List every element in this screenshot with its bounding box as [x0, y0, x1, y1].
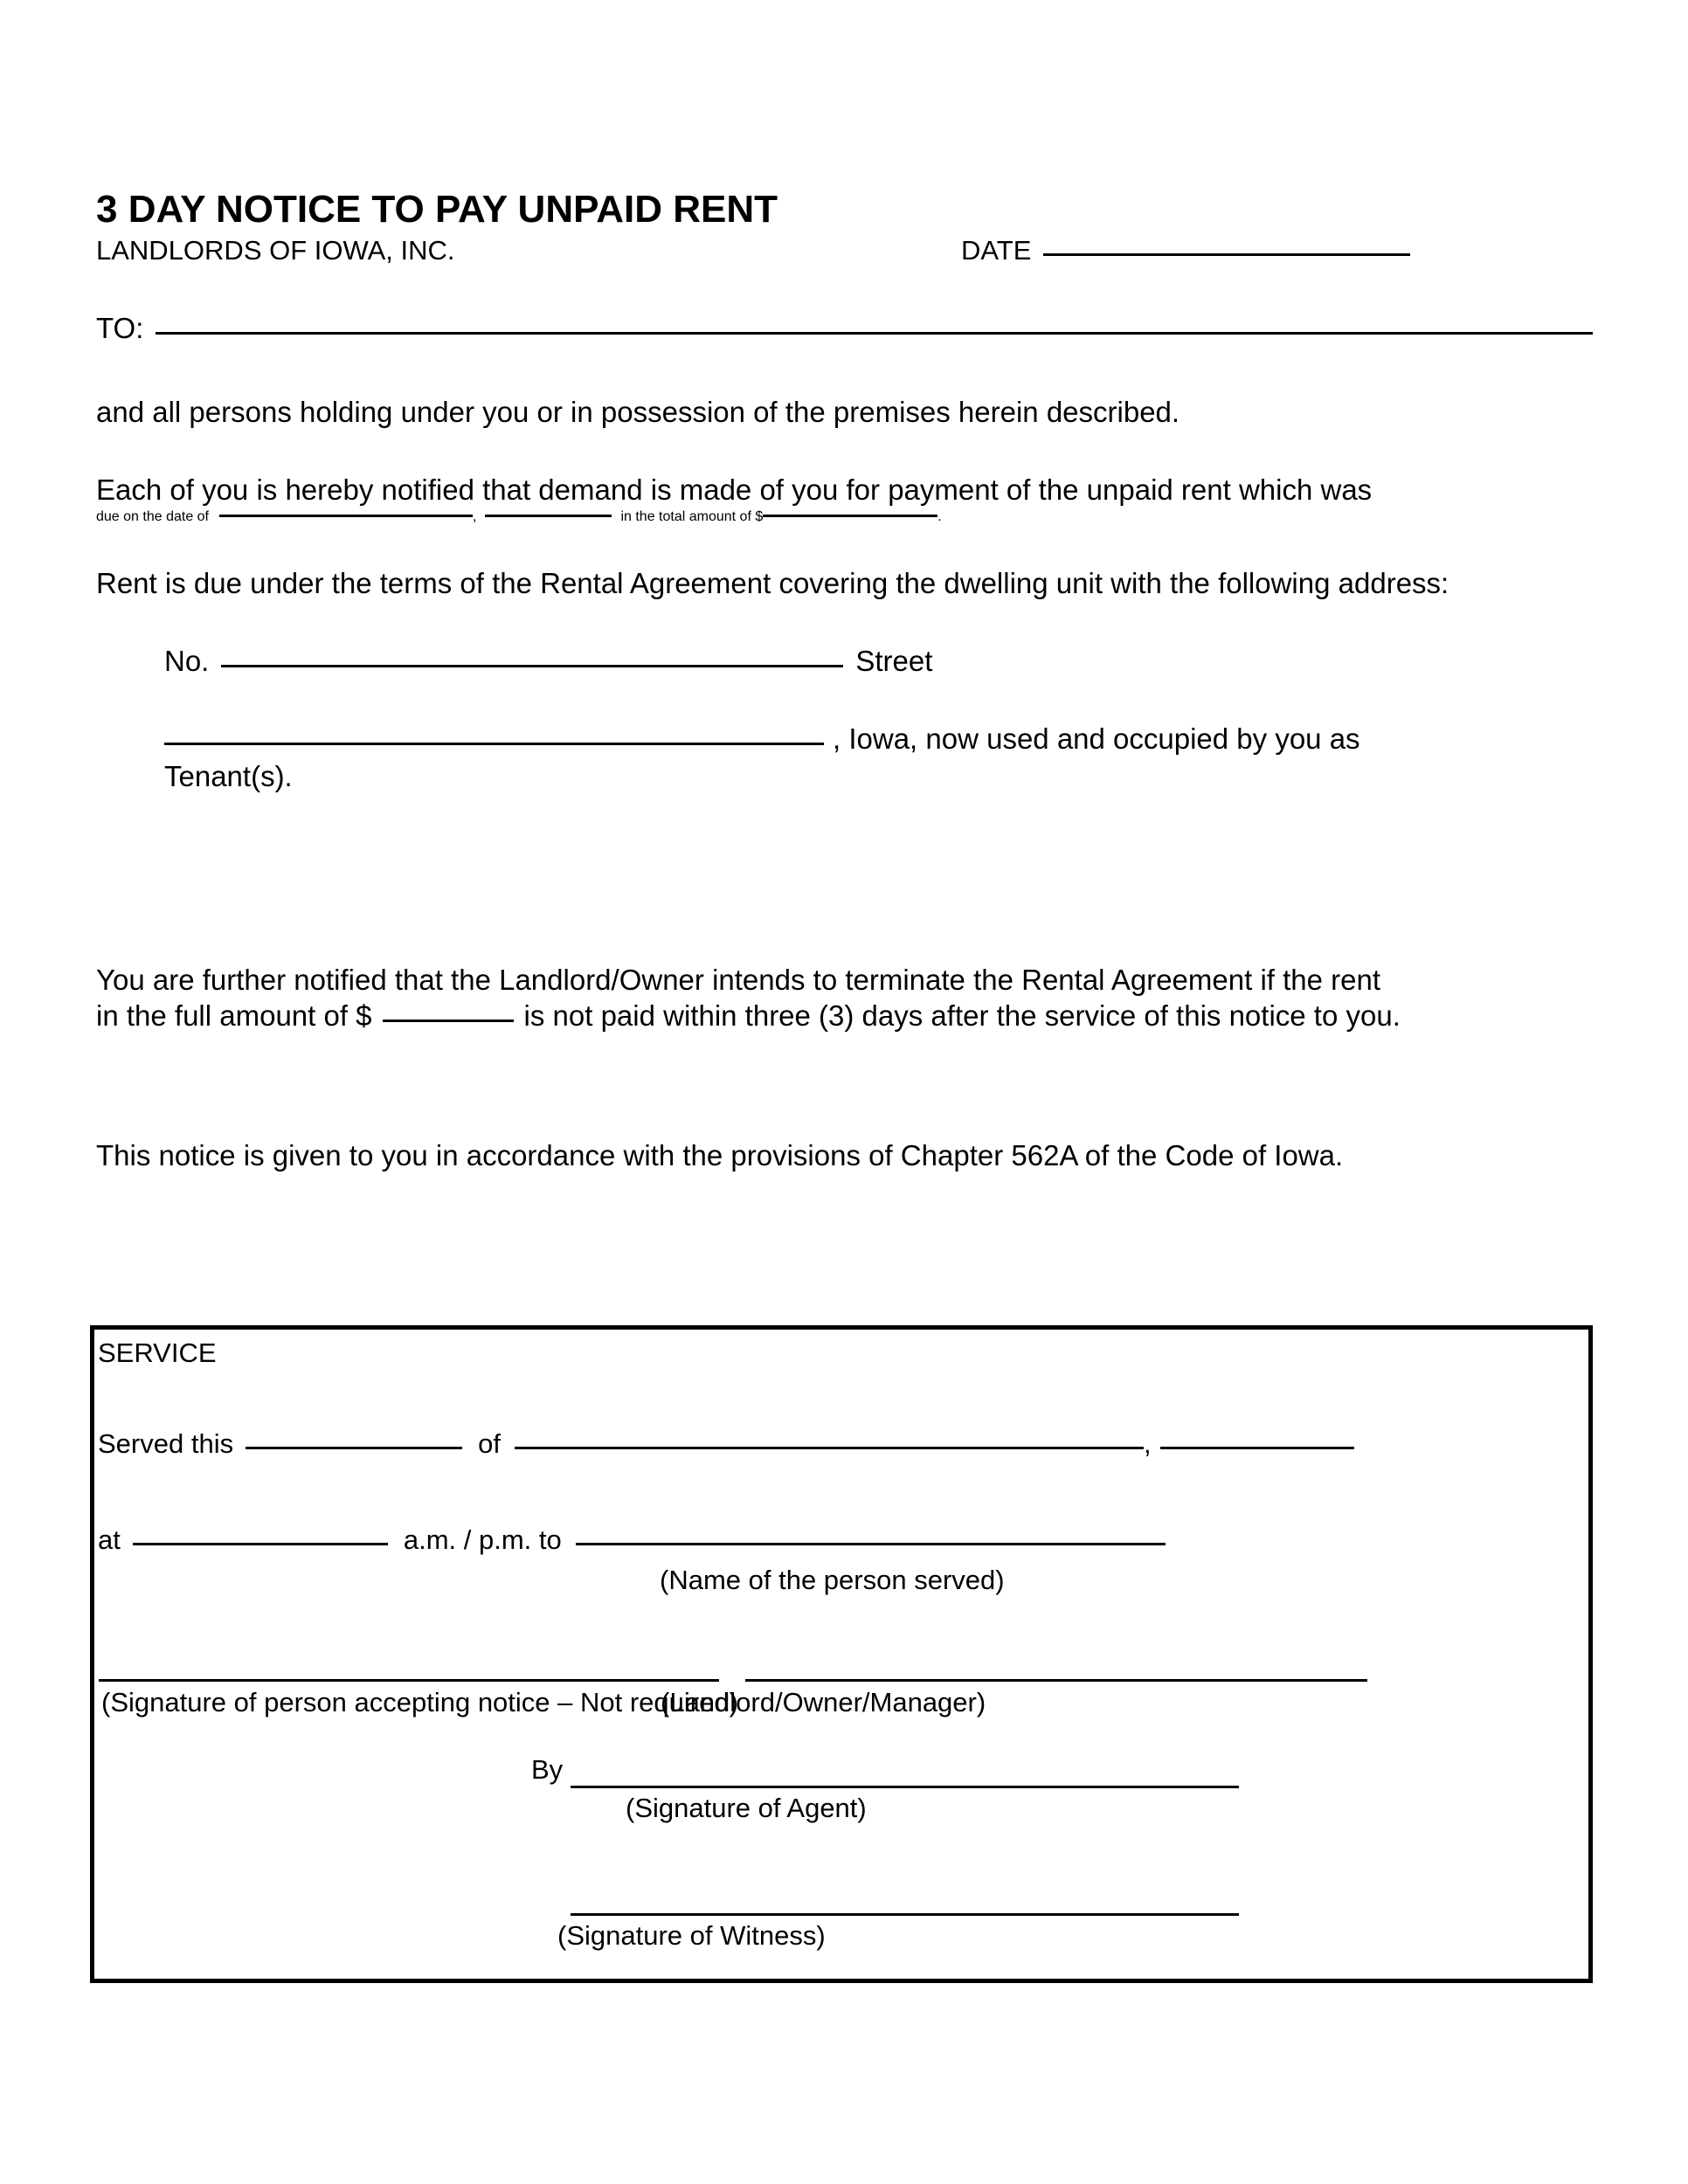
address-no-field[interactable] [221, 665, 843, 667]
spacer [96, 1033, 1593, 1137]
address-block [164, 643, 1593, 796]
served-year-field[interactable] [1160, 1447, 1354, 1449]
by-label: By [531, 1754, 564, 1785]
served-person-field[interactable] [576, 1543, 1166, 1545]
at-label: at [98, 1524, 121, 1555]
caption-name-of-person-served: (Name of the person served) [660, 1565, 1005, 1595]
spacer [96, 432, 1593, 472]
holding-under-text: and all persons holding under you or in possession of the premises herein described. [96, 396, 1180, 429]
demand-due-prefix: due on the date of [96, 509, 209, 525]
of-label: of [478, 1428, 501, 1459]
address-street-label: Street [855, 645, 933, 678]
address-no-label: No. [164, 645, 210, 678]
spacer [96, 796, 1593, 962]
served-month-field[interactable] [515, 1447, 1144, 1449]
service-title: SERVICE [98, 1337, 217, 1368]
address-state-tail: , Iowa, now used and occupied by you as [833, 722, 1360, 756]
demand-line-1: Each of you is hereby notified that demand is made of you for payment of the unpaid rent which was [96, 473, 1373, 507]
date-field[interactable] [1043, 253, 1410, 256]
spacer [164, 681, 1593, 721]
address-city-row [164, 721, 1593, 758]
terminate-prefix: in the full amount of $ [96, 999, 372, 1032]
demand-date-field[interactable] [219, 515, 473, 517]
page-title: 3 DAY NOTICE TO PAY UNPAID RENT [96, 188, 778, 231]
signature-agent-field[interactable] [571, 1786, 1239, 1788]
tenant-label: Tenant(s). [164, 759, 293, 792]
served-this-label: Served this [98, 1428, 234, 1459]
served-this-row [98, 1427, 1354, 1462]
document-body [96, 188, 1593, 1175]
served-day-field[interactable] [246, 1447, 462, 1449]
demand-year-field[interactable] [485, 515, 612, 517]
organization-name: LANDLORDS OF IOWA, INC. [96, 235, 455, 266]
caption-signature-agent: (Signature of Agent) [626, 1793, 867, 1823]
caption-landlord-owner-manager: (Landlord/Owner/Manager) [661, 1687, 986, 1717]
spacer [96, 345, 1593, 394]
demand-period: . [937, 509, 942, 525]
statute-notice-text: This notice is given to you in accordance with the provisions of Chapter 562A of the Code of Iowa. [96, 1138, 1344, 1171]
date-label: DATE [961, 235, 1032, 266]
to-field[interactable] [156, 332, 1593, 335]
served-at-row [98, 1524, 1166, 1558]
signature-accepting-field[interactable] [99, 1679, 719, 1682]
org-and-date-row [96, 234, 1593, 266]
ampm-label: a.m. / p.m. to [403, 1524, 562, 1555]
caption-signature-witness: (Signature of Witness) [557, 1920, 826, 1951]
address-street-row [164, 643, 1593, 681]
to-label: TO: [96, 312, 144, 345]
rent-due-terms-text: Rent is due under the terms of the Rental Agreement covering the dwelling unit with the following address: [96, 567, 1449, 600]
terminate-line-1: You are further notified that the Landlord/Owner intends to terminate the Rental Agreement if the rent [96, 963, 1381, 996]
demand-comma: , [473, 509, 477, 525]
demand-mid-text: in the total amount of $ [620, 509, 764, 525]
signature-landlord-field[interactable] [745, 1679, 1367, 1682]
signature-witness-field[interactable] [571, 1913, 1239, 1916]
terminate-suffix: is not paid within three (3) days after the service of this notice to you. [523, 999, 1401, 1032]
terminate-amount-field[interactable] [383, 1019, 514, 1022]
served-time-field[interactable] [133, 1543, 388, 1545]
terminate-line-2 [96, 999, 1593, 1033]
to-row [96, 312, 1593, 345]
address-city-field[interactable] [164, 743, 824, 745]
demand-line-2 [96, 509, 1593, 525]
service-section [90, 1325, 1593, 1983]
spacer [96, 603, 1593, 643]
spacer [96, 525, 1593, 565]
service-inner [94, 1330, 1588, 1979]
served-comma: , [1143, 1428, 1152, 1459]
demand-amount-field[interactable] [763, 515, 937, 517]
caption-signature-accepting: (Signature of person accepting notice – Not required) [101, 1687, 738, 1717]
